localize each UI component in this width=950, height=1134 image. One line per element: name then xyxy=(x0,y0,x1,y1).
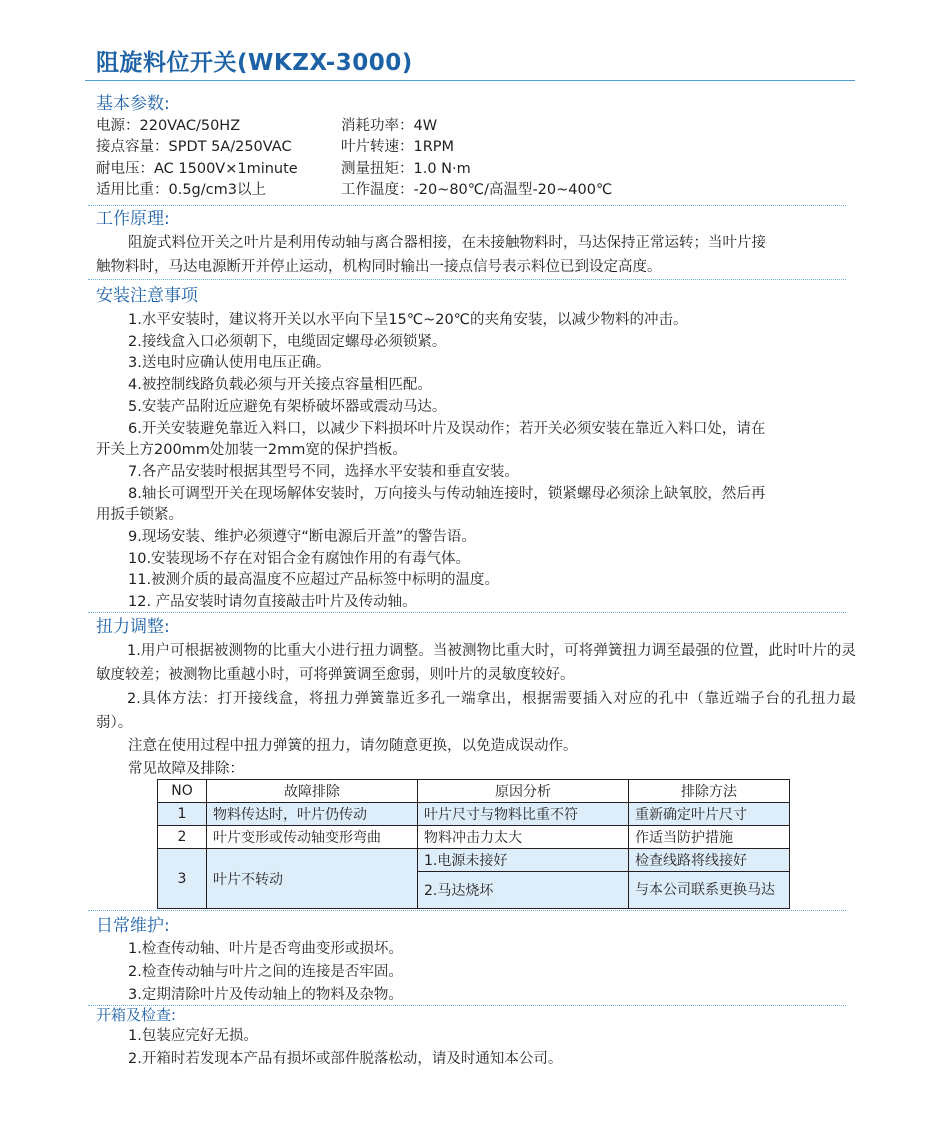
unpack-heading: 开箱及检查: xyxy=(96,1006,177,1024)
divider xyxy=(88,205,846,206)
install-item-cont: 开关上方200mm处加装一2mm宽的保护挡板。 xyxy=(96,442,407,459)
install-item: 9.现场安装、维护必须遵守“断电源后开盖”的警告语。 xyxy=(128,529,476,546)
table-cell: 叶片变形或传动轴变形弯曲 xyxy=(207,826,418,849)
torque-paragraph-1: 1.用户可根据被测物的比重大小进行扭力调整。当被测物比重大时，可将弹簧扭力调至最强的位置，此时叶片的灵敏度较差；被测物比重越小时，可将弹簧调至愈弱，则叶片的灵敏度较好。 xyxy=(96,643,856,683)
install-item: 10.安装现场不存在对铝合金有腐蚀作用的有毒气体。 xyxy=(128,550,471,567)
table-cell: 检查线路将线接好 xyxy=(629,849,790,872)
torque-note: 注意在使用过程中扭力弹簧的扭力，请勿随意更换，以免造成误动作。 xyxy=(128,738,578,754)
basic-params-section xyxy=(96,92,856,202)
param-power: 电源：220VAC/50HZ xyxy=(96,118,241,134)
param-blade-speed: 叶片转速：1RPM xyxy=(341,139,455,156)
daily-section xyxy=(96,914,856,1007)
table-header-row xyxy=(158,780,790,803)
install-heading: 安装注意事项 xyxy=(96,286,198,306)
table-cell: 叶片不转动 xyxy=(207,849,418,909)
divider xyxy=(88,279,846,280)
table-header: 故障排除 xyxy=(207,780,418,803)
title-rule xyxy=(85,80,855,81)
torque-heading: 扭力调整: xyxy=(96,617,170,637)
param-temperature: 工作温度：-20~80℃/高温型-20~400℃ xyxy=(341,182,613,199)
daily-item: 3.定期清除叶片及传动轴上的物料及杂物。 xyxy=(128,987,403,1003)
principle-line-2: 触物料时，马达电源断开并停止运动，机构同时输出一接点信号表示料位已到设定高度。 xyxy=(96,259,662,275)
table-header: 原因分析 xyxy=(418,780,629,803)
unpack-item: 1.包装应完好无损。 xyxy=(128,1028,258,1044)
table-cell: 2 xyxy=(158,826,207,849)
table-cell: 重新确定叶片尺寸 xyxy=(629,803,790,826)
faults-title: 常见故障及排除： xyxy=(128,761,244,777)
params-grid xyxy=(96,116,856,202)
torque-paragraph-2: 2.具体方法：打开接线盒，将扭力弹簧靠近多孔一端拿出，根据需要插入对应的孔中（靠近端子台的孔扭力最弱）。 xyxy=(96,691,856,731)
torque-section xyxy=(96,615,856,781)
basic-params-heading: 基本参数: xyxy=(96,94,170,114)
table-cell: 2.马达烧坏 xyxy=(418,872,629,909)
fault-table xyxy=(157,779,790,909)
install-item: 2.接线盒入口必须朝下，电缆固定螺母必须锁紧。 xyxy=(128,333,447,350)
daily-item: 1.检查传动轴、叶片是否弯曲变形或损坏。 xyxy=(128,941,403,957)
install-section xyxy=(96,284,856,614)
install-item: 11.被测介质的最高温度不应超过产品标签中标明的温度。 xyxy=(128,572,500,589)
param-torque: 测量扭矩：1.0 N·m xyxy=(341,160,471,177)
table-cell: 与本公司联系更换马达 xyxy=(629,872,790,909)
install-list xyxy=(96,310,856,614)
table-header: NO xyxy=(158,780,207,803)
install-item: 8.轴长可调型开关在现场解体安装时，万向接头与传动轴连接时，锁紧螺母必须涂上缺氧胶，然后再 xyxy=(128,485,766,502)
principle-section xyxy=(96,207,856,279)
table-row xyxy=(158,849,790,872)
daily-heading: 日常维护: xyxy=(96,916,170,936)
table-cell: 物料冲击力太大 xyxy=(418,826,629,849)
principle-heading: 工作原理: xyxy=(96,209,170,229)
principle-line-1: 阻旋式料位开关之叶片是利用传动轴与离合器相接，在未接触物料时，马达保持正常运转；当叶片接 xyxy=(128,235,766,251)
install-item: 7.各产品安装时根据其型号不同，选择水平安装和垂直安装。 xyxy=(128,463,519,480)
table-cell: 物料传达时，叶片仍传动 xyxy=(207,803,418,826)
install-item: 5.安装产品附近应避免有架桥破坏器或震动马达。 xyxy=(128,398,447,415)
table-cell: 作适当防护措施 xyxy=(629,826,790,849)
table-cell: 1 xyxy=(158,803,207,826)
param-contact-capacity: 接点容量：SPDT 5A/250VAC xyxy=(96,139,292,156)
install-item: 1.水平安装时，建议将开关以水平向下呈15℃~20℃的夹角安装，以减少物料的冲击。 xyxy=(128,312,688,328)
unpack-section xyxy=(96,1005,856,1071)
daily-item: 2.检查传动轴与叶片之间的连接是否牢固。 xyxy=(128,964,403,980)
table-cell: 3 xyxy=(158,849,207,909)
install-item-cont: 用扳手锁紧。 xyxy=(96,507,183,524)
page-title: 阻旋料位开关(WKZX-3000) xyxy=(96,50,413,76)
param-specific-gravity: 适用比重：0.5g/cm3以上 xyxy=(96,182,266,199)
table-row xyxy=(158,826,790,849)
table-row xyxy=(158,803,790,826)
install-item: 4.被控制线路负载必须与开关接点容量相匹配。 xyxy=(128,377,432,394)
param-withstand-voltage: 耐电压：AC 1500V×1minute xyxy=(96,160,298,177)
param-consumption: 消耗功率：4W xyxy=(341,118,438,134)
divider xyxy=(88,612,846,613)
unpack-item: 2.开箱时若发现本产品有损坏或部件脱落松动，请及时通知本公司。 xyxy=(128,1051,563,1067)
table-cell: 叶片尺寸与物料比重不符 xyxy=(418,803,629,826)
table-cell: 1.电源未接好 xyxy=(418,849,629,872)
install-item: 6.开关安装避免靠近入料口，以减少下料损坏叶片及误动作；若开关必须安装在靠近入料口处，请在 xyxy=(128,420,766,437)
divider xyxy=(88,910,846,911)
install-item: 12. 产品安装时请勿直接敲击叶片及传动轴。 xyxy=(128,594,417,611)
install-item: 3.送电时应确认使用电压正确。 xyxy=(128,355,331,372)
table-header: 排除方法 xyxy=(629,780,790,803)
